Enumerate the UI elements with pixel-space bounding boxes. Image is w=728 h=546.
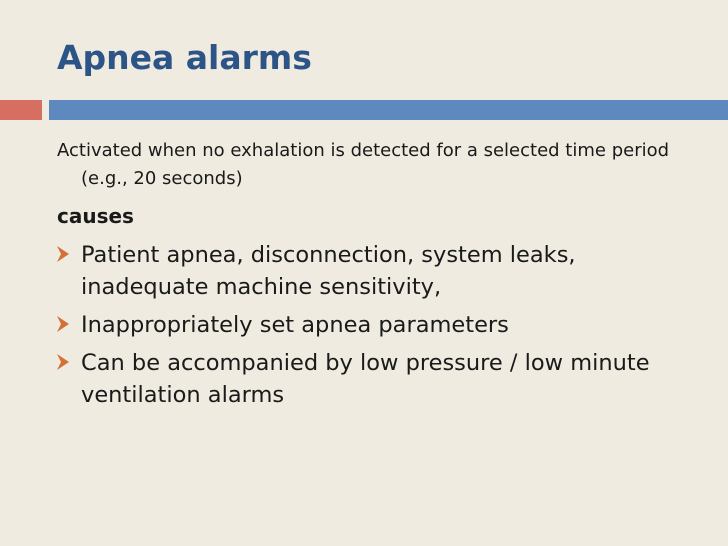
- causes-heading: causes: [57, 204, 134, 228]
- list-item-text: Patient apnea, disconnection, system leaks, inadequate machine sensitivity,: [81, 242, 576, 300]
- divider-accent-red: [0, 100, 42, 120]
- arrow-bullet-icon: [57, 316, 69, 332]
- lead-text: Activated when no exhalation is detected for a selected time period (e.g., 20 seconds): [57, 140, 670, 189]
- list-item-text: Can be accompanied by low pressure / low minute ventilation alarms: [81, 350, 650, 408]
- list-item: [57, 239, 707, 303]
- divider-accent-blue: [49, 100, 728, 120]
- list-item: [57, 347, 707, 411]
- arrow-bullet-icon: [57, 354, 69, 370]
- slide-title: Apnea alarms: [57, 38, 312, 77]
- title-divider: [0, 100, 728, 120]
- slide-body: [57, 137, 707, 417]
- causes-list: [57, 239, 707, 411]
- list-item: [57, 309, 707, 341]
- arrow-bullet-icon: [57, 246, 69, 262]
- list-item-text: Inappropriately set apnea parameters: [81, 312, 509, 338]
